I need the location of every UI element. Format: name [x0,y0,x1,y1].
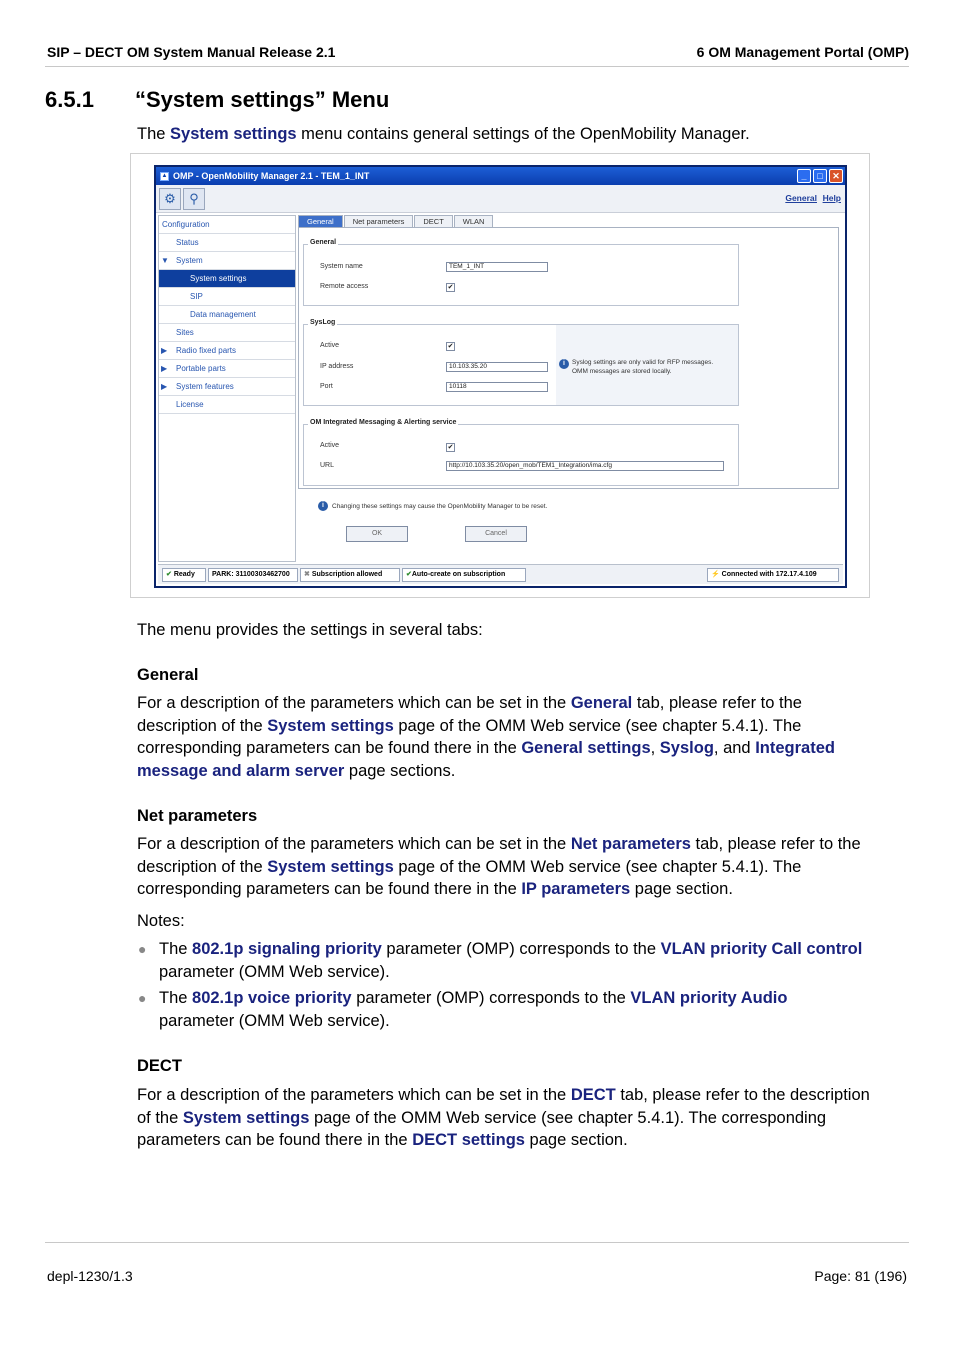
tab-panel [298,227,839,489]
net-text: page section. [630,880,733,899]
section-number: 6.5.1 [45,87,94,112]
sidebar-item-label: System features [176,382,234,391]
bullet-text: The [159,940,193,958]
bullet-bold: 802.1p signaling priority [192,940,382,958]
bullet-text: parameter (OMM Web service). [159,962,390,981]
port-input[interactable]: 10118 [446,382,548,392]
net-bold: System settings [267,857,394,876]
settings-main [298,215,843,562]
port-label: Port [320,383,333,390]
url-input[interactable]: http://10.103.35.20/open_mob/TEM1_Integration/ima.cfg [446,461,724,471]
ip-address-label: IP address [320,363,354,370]
expand-right-icon[interactable]: ▶ [161,346,168,355]
footer-right: Page: 81 (196) [814,1268,907,1284]
syslog-info-box [556,325,738,405]
dect-bold: DECT settings [412,1131,525,1150]
sidebar-item-label: Configuration [162,220,210,229]
general-link[interactable]: General [785,193,817,203]
dect-paragraph [137,1084,877,1152]
general-bold: System settings [267,716,394,735]
tab-bar [298,215,843,227]
sidebar-item[interactable] [159,342,295,360]
tab-net-parameters[interactable]: Net parameters [344,215,414,227]
general-text: , [650,739,660,758]
intro-text-2: menu contains general settings of the OpenMobility Manager. [296,125,750,143]
syslog-active-label: Active [320,342,340,349]
status-connected-text: Connected with 172.17.4.109 [721,571,817,578]
plug-icon: ⚡ [711,571,720,578]
ims-group [303,419,739,486]
general-bold: General settings [521,739,651,758]
expand-right-icon[interactable]: ▶ [161,382,168,391]
omp-screenshot [130,153,870,598]
maximize-icon[interactable]: □ [813,169,827,183]
sidebar-item-label: Status [176,238,199,247]
sidebar-item[interactable] [159,252,295,270]
bullet-dot: ● [138,941,147,957]
general-text: , and [713,739,756,758]
general-text: page of the OMM Web service (see chapter 5.4.1). The corresponding parameters can be found there in the [137,716,802,758]
dect-bold: System settings [182,1108,310,1127]
sidebar-item-label: Data management [190,310,256,319]
ims-active-checkbox[interactable]: ✔ [447,444,454,451]
bullet-text: parameter (OMM Web service). [159,1011,390,1030]
net-text: tab, please refer to the description of the [137,835,861,876]
remote-access-label: Remote access [320,283,369,290]
remote-access-checkbox[interactable]: ✔ [447,284,454,291]
sidebar-item[interactable] [159,306,295,324]
menu-intro: The menu provides the settings in several tabs: [137,621,483,639]
footer-left: depl-1230/1.3 [47,1268,133,1284]
syslog-group-title: SysLog [310,319,336,326]
syslog-info-text-1: Syslog settings are only valid for RFP messages. [572,359,714,366]
status-ready [162,568,206,582]
window-title: OMP - OpenMobility Manager 2.1 - TEM_1_INT [173,171,370,181]
section-heading [45,87,389,113]
dect-text: page of the OMM Web service (see chapter 5.4.1). The corresponding parameters can be found there in the [137,1108,827,1150]
bullet-text: The [159,989,193,1007]
note-bullet-1 [137,938,867,983]
intro-paragraph [137,123,877,146]
general-heading: General [137,666,199,684]
omp-window [154,165,847,588]
syslog-group [303,319,739,406]
gear-icon[interactable]: ⚙ [159,188,181,210]
warning-info-icon: i [318,501,328,511]
net-bold: IP parameters [521,880,631,899]
status-auto-create [402,568,526,582]
ip-address-input[interactable]: 10.103.35.20 [446,362,548,372]
status-subscription-text: Subscription allowed [311,571,383,578]
sidebar-item-label: License [176,400,204,409]
syslog-info-text-2: OMM messages are stored locally. [572,368,672,375]
general-bold: General [570,694,633,712]
intro-bold: System settings [170,125,297,143]
sidebar-item[interactable] [159,396,295,414]
intro-text-1: The [137,125,171,143]
bullet-bold: 802.1p voice priority [192,989,352,1007]
bullet-text: parameter (OMP) corresponds to the [351,989,631,1007]
sidebar-item-label: Portable parts [176,364,226,373]
net-text: page of the OMM Web service (see chapter 5.4.1). The corresponding parameters can be found there in the [137,857,802,899]
general-text: For a description of the parameters which can be set in the [137,694,571,712]
header-right: 6 OM Management Portal (OMP) [696,44,909,60]
system-name-input[interactable]: TEM_1_INT [446,262,548,272]
help-link[interactable]: Help [822,193,841,203]
dect-bold: DECT [570,1086,616,1104]
sidebar-item[interactable] [159,216,295,234]
general-group [303,239,739,306]
warning-text: Changing these settings may cause the OpenMobility Manager to be reset. [332,503,548,510]
sidebar [158,215,296,562]
minimize-icon[interactable]: _ [797,169,811,183]
bullet-text: parameter (OMP) corresponds to the [381,940,661,958]
net-text: For a description of the parameters which can be set in the [137,835,571,853]
check-icon: ✔ [166,571,172,578]
ok-button[interactable]: OK [346,526,408,542]
section-title: “System settings” Menu [135,87,390,112]
net-heading: Net parameters [137,807,258,825]
sidebar-item[interactable] [159,234,295,252]
status-bar [158,564,843,584]
sidebar-item[interactable] [159,360,295,378]
sidebar-item-label: Radio fixed parts [176,346,237,355]
expand-right-icon[interactable]: ▶ [161,364,168,373]
window-titlebar [156,167,845,185]
system-name-label: System name [320,263,363,270]
sidebar-item-label: Sites [176,328,194,337]
status-connected [707,568,839,582]
general-bold: Integrated message and alarm server [137,739,835,780]
general-text: page sections. [344,761,456,780]
note-bullet-2 [137,987,867,1032]
sidebar-item-label: SIP [190,292,203,301]
dect-text: page section. [524,1131,628,1150]
general-bold: Syslog [659,739,714,758]
status-auto-create-text: Auto-create on subscription [411,571,506,578]
status-subscription [300,568,400,582]
sidebar-item[interactable] [159,270,295,288]
general-text: tab, please refer to the description of the [137,694,802,735]
syslog-active-checkbox[interactable]: ✔ [447,343,454,350]
general-group-title: General [310,239,337,246]
notes-label: Notes: [137,912,185,930]
page-footer [45,1242,909,1282]
cancel-button[interactable]: Cancel [465,526,527,542]
cross-icon: ✖ [304,571,310,578]
ims-group-title: OM Integrated Messaging & Alerting service [310,419,457,426]
search-icon[interactable]: ⚲ [183,188,205,210]
bullet-bold: VLAN priority Call control [660,940,863,958]
toolbar [156,185,845,213]
dect-text: For a description of the parameters which can be set in the [137,1086,571,1104]
page-header [45,43,909,67]
net-bold: Net parameters [570,835,691,853]
app-icon: ▲ [161,172,168,179]
url-label: URL [320,462,335,469]
dect-text: tab, please refer to the description of the [137,1086,870,1127]
status-park: PARK: 31100303462700 [208,568,298,582]
status-ready-text: Ready [173,571,195,578]
ims-active-label: Active [320,442,340,449]
header-left: SIP – DECT OM System Manual Release 2.1 [47,44,336,60]
general-paragraph [137,692,877,782]
tab-dect[interactable]: DECT [414,215,452,227]
info-icon: i [559,359,569,369]
dect-heading: DECT [137,1057,182,1075]
sidebar-item-label: System settings [190,274,247,283]
tab-general[interactable]: General [298,215,343,227]
sidebar-item-label: System [176,256,203,265]
window-client [156,185,845,586]
close-icon[interactable]: ✕ [829,169,843,183]
sidebar-item[interactable] [159,378,295,396]
sidebar-item[interactable] [159,324,295,342]
expand-down-icon[interactable]: ▼ [161,256,169,265]
check-icon: ✔ [406,571,412,578]
bullet-bold: VLAN priority Audio [630,989,788,1007]
bullet-dot: ● [138,990,147,1006]
sidebar-item[interactable] [159,288,295,306]
tab-wlan[interactable]: WLAN [454,215,494,227]
net-paragraph [137,833,877,901]
